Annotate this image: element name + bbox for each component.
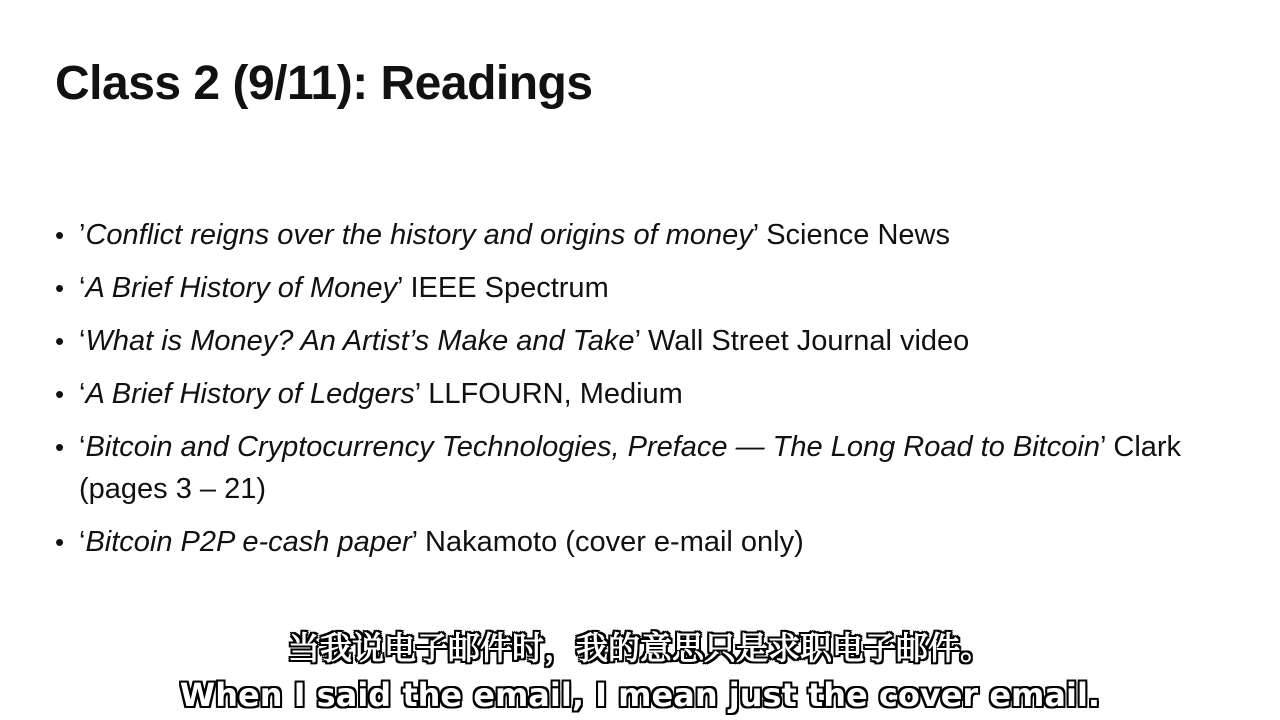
- reading-open-quote: ‘: [79, 431, 86, 463]
- reading-source: Nakamoto (cover e-mail only): [417, 526, 804, 558]
- reading-item: [55, 521, 1235, 563]
- reading-close-quote: ’: [397, 272, 403, 304]
- reading-title: Conflict reigns over the history and origins of money: [85, 219, 753, 251]
- reading-item: [55, 267, 1235, 309]
- reading-close-quote: ’: [411, 526, 417, 558]
- reading-item: [55, 426, 1235, 510]
- reading-open-quote: ‘: [79, 272, 86, 304]
- bullet: •: [55, 326, 65, 356]
- reading-title: A Brief History of Ledgers: [85, 378, 415, 410]
- bullet: •: [55, 432, 65, 462]
- reading-title: A Brief History of Money: [85, 272, 398, 304]
- reading-open-quote: ‘: [79, 325, 86, 357]
- reading-close-quote: ’: [752, 219, 759, 251]
- reading-source: Wall Street Journal video: [639, 325, 970, 357]
- reading-item: [55, 373, 1235, 415]
- reading-source: Clark (pages 3 – 21): [79, 431, 1182, 505]
- readings-list: [55, 214, 1235, 574]
- reading-source: LLFOURN, Medium: [420, 378, 683, 410]
- subtitle-english: When I said the email, I mean just the cover email.: [179, 676, 1101, 714]
- reading-open-quote: ‘: [79, 378, 86, 410]
- reading-title: Bitcoin P2P e-cash paper: [85, 526, 412, 558]
- reading-source: Science News: [758, 219, 950, 251]
- reading-open-quote: ‘: [79, 526, 86, 558]
- bullet: •: [55, 273, 65, 303]
- subtitle-chinese: 当我说电子邮件时，我的意思只是求职电子邮件。: [287, 629, 992, 667]
- bullet: •: [55, 379, 65, 409]
- reading-close-quote: ’: [1099, 431, 1106, 463]
- reading-source: IEEE Spectrum: [402, 272, 609, 304]
- reading-close-quote: ’: [414, 378, 421, 410]
- slide-title: Class 2 (9/11): Readings: [55, 57, 593, 110]
- reading-close-quote: ’: [634, 325, 640, 357]
- bullet: •: [55, 220, 65, 250]
- reading-title: Bitcoin and Cryptocurrency Technologies, Preface — The Long Road to Bitcoin: [85, 431, 1100, 463]
- reading-item: [55, 214, 1235, 256]
- reading-title: What is Money? An Artist’s Make and Take: [85, 325, 635, 357]
- reading-item: [55, 320, 1235, 362]
- reading-open-quote: ’: [79, 219, 86, 251]
- bullet: •: [55, 527, 65, 557]
